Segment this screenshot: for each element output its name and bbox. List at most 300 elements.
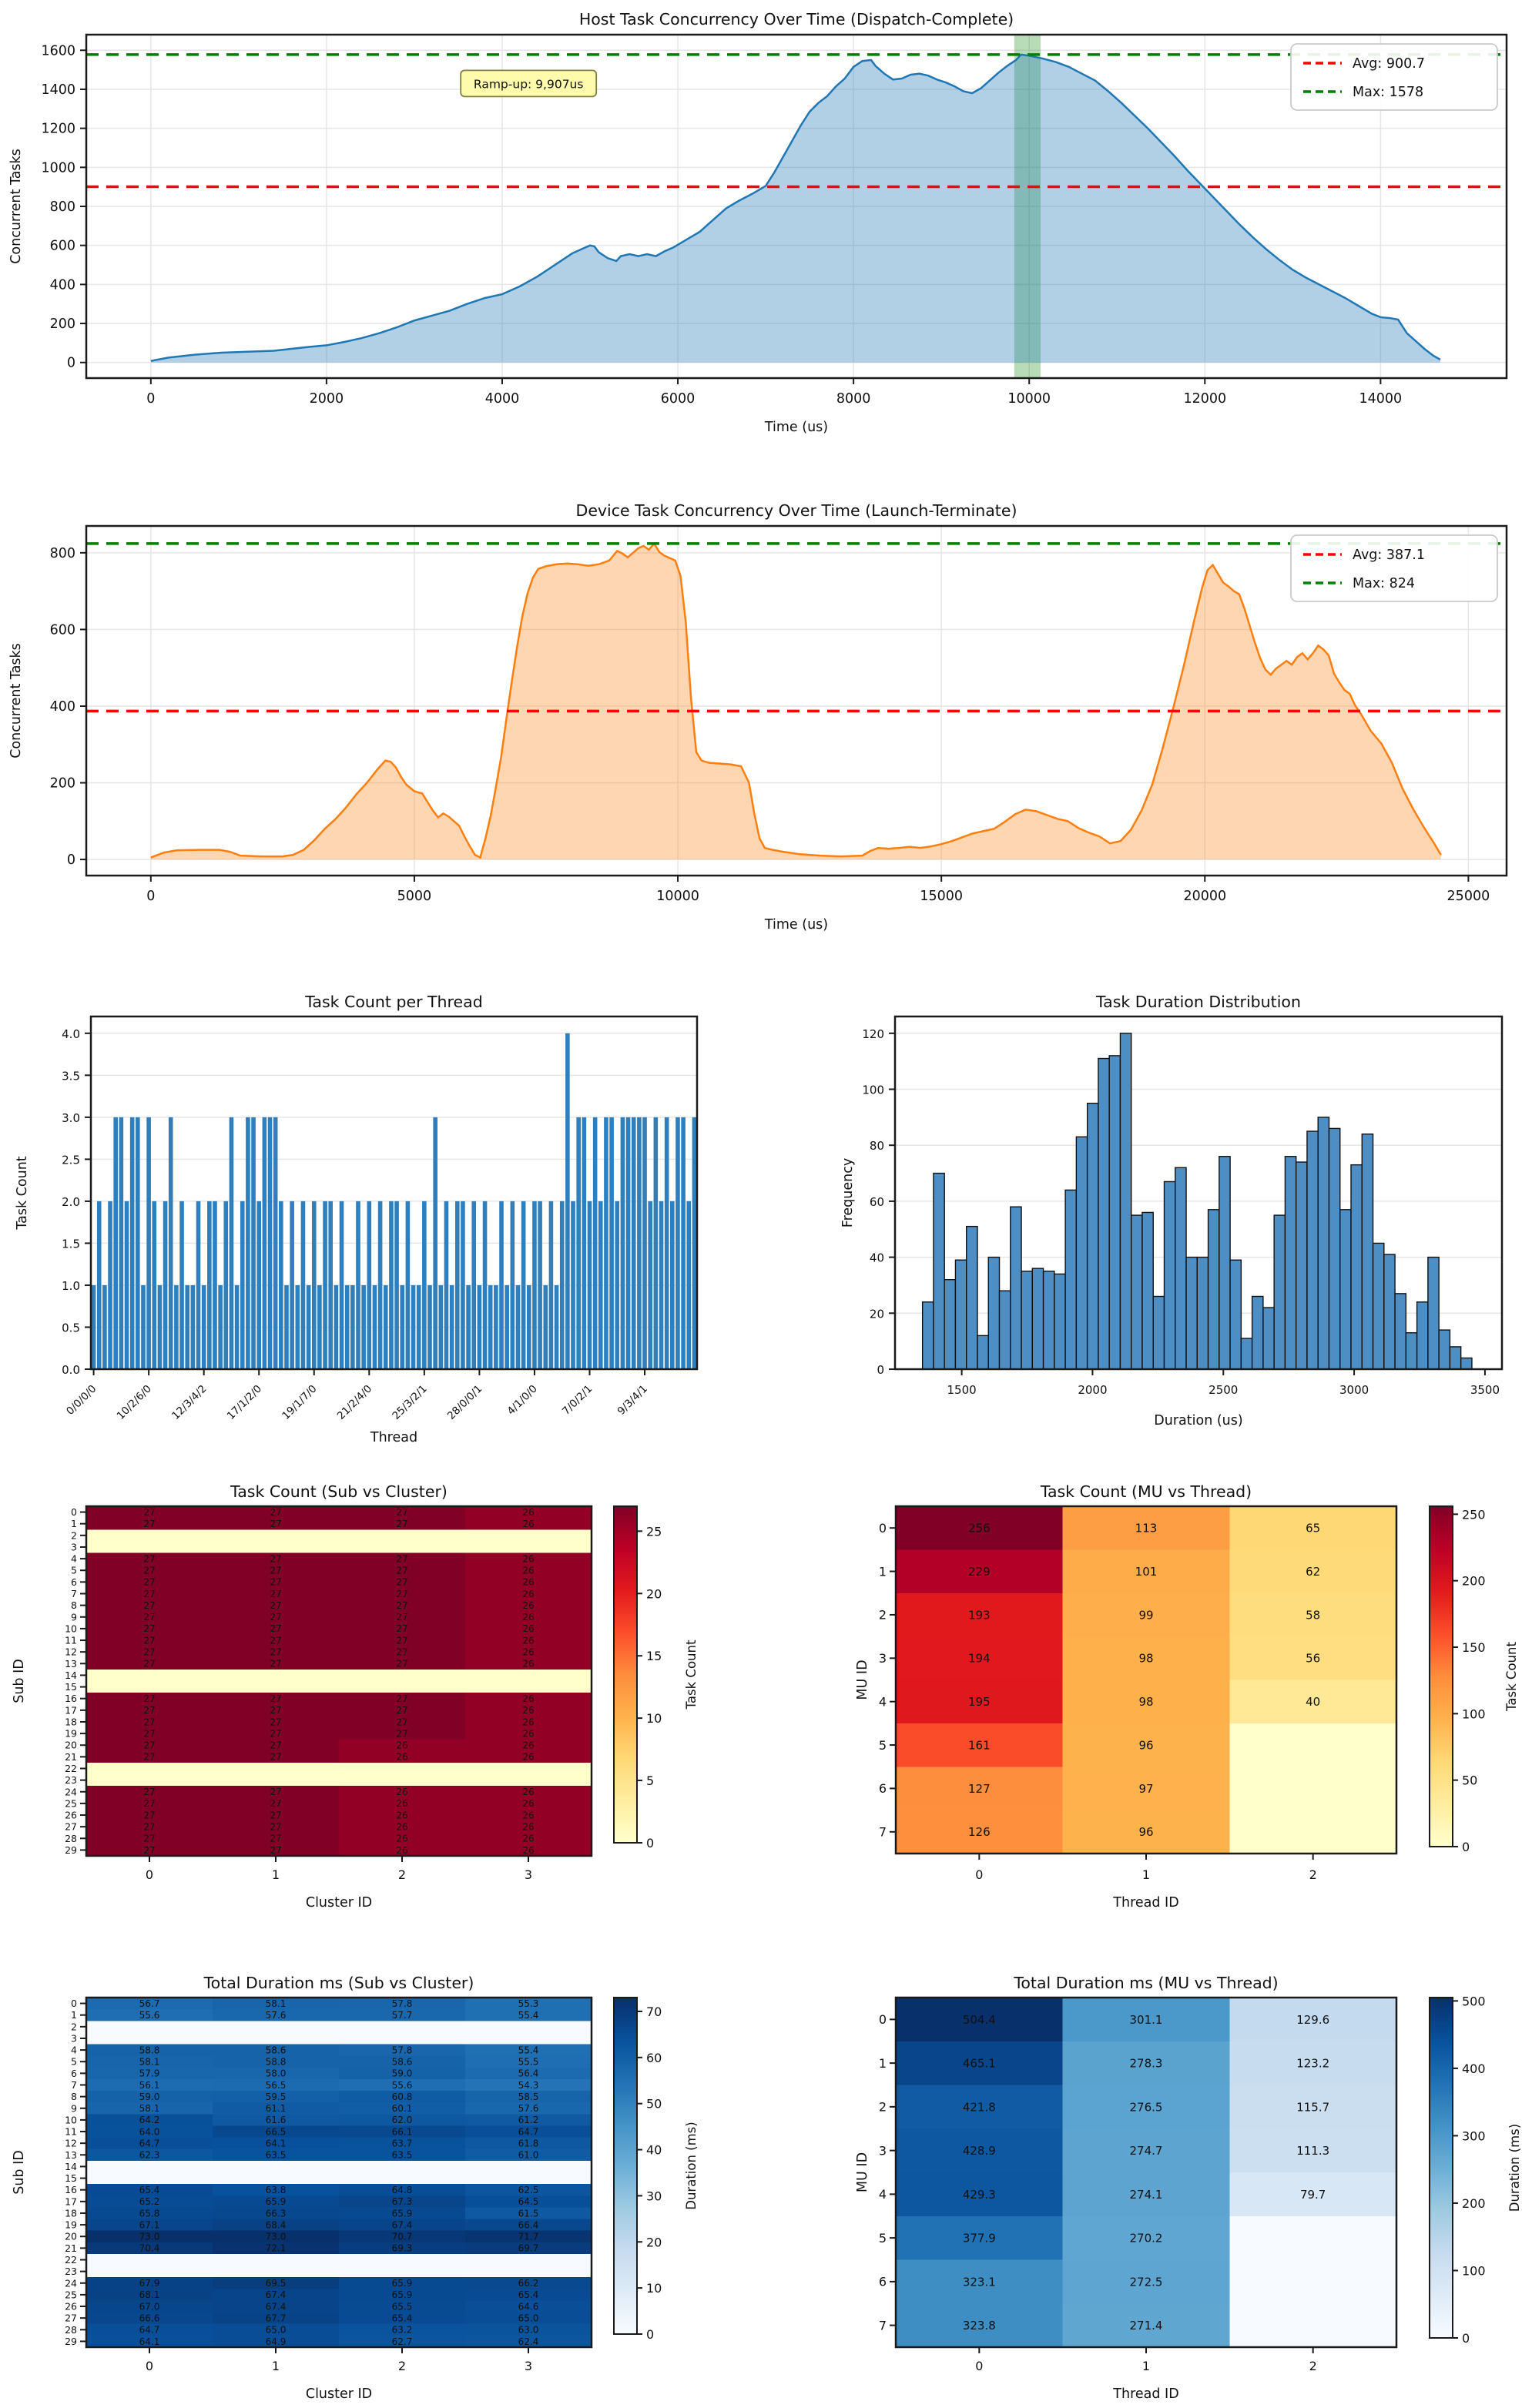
cell-value: 27: [396, 1576, 408, 1588]
row-label: 0: [878, 1520, 887, 1536]
x-axis-label: Thread: [370, 1430, 418, 1445]
heatmap-cells: [896, 1506, 1397, 1854]
row-label: 2: [878, 1607, 887, 1623]
cell-value: 64.5: [518, 2196, 539, 2208]
cell-value: 65.0: [265, 2324, 287, 2336]
cell-value: 26: [522, 1599, 535, 1611]
heatmap-duration-sub-cluster: [0, 1933, 766, 2408]
y-tick-label: 100: [862, 1083, 884, 1097]
col-label: 3: [524, 1867, 533, 1882]
cell-value: 26: [522, 1728, 535, 1740]
cell-value: 55.5: [518, 2056, 539, 2068]
row-label: 8: [71, 2091, 77, 2103]
cell-value: 62.0: [391, 2115, 413, 2126]
cell-value: 56: [1306, 1651, 1321, 1666]
x-tick-label: 3000: [1339, 1383, 1369, 1397]
cell-value: 61.0: [518, 2149, 539, 2161]
cell-value: 101: [1135, 1564, 1158, 1579]
heatmap-duration-mu-thread: [766, 1933, 1532, 2408]
cell-value: 193: [968, 1608, 991, 1623]
row-label: 3: [878, 1651, 887, 1666]
row-label: 6: [71, 1576, 77, 1588]
cell-value: 26: [396, 1833, 408, 1844]
cell-value: 113: [1135, 1521, 1158, 1536]
cell-value: 27: [270, 1693, 282, 1705]
cell-value: 26: [522, 1821, 535, 1833]
cell-value: 65.9: [391, 2289, 413, 2301]
colorbar-label: Task Count: [1504, 1642, 1519, 1711]
row-label: 28: [65, 1832, 77, 1844]
y-tick-label: 2.5: [62, 1153, 80, 1167]
row-label: 18: [65, 2207, 77, 2219]
cell-value: 26: [522, 1787, 535, 1798]
cell-value: 111.3: [1296, 2144, 1330, 2158]
thread-tick-label: 25/3/2/1: [390, 1382, 430, 1422]
cell-value: 271.4: [1129, 2319, 1163, 2333]
cell-value: 26: [396, 1810, 408, 1821]
cell-value: 58.1: [139, 2103, 160, 2115]
thread-tick-label: 21/2/4/0: [334, 1382, 375, 1422]
cell-value: 27: [143, 1553, 156, 1565]
cell-value: 62.7: [391, 2336, 413, 2347]
cell-value: 27: [270, 1740, 282, 1751]
cell-value: 64.0: [139, 2126, 160, 2138]
row-label: 1: [878, 2055, 887, 2071]
cell-value: 65.2: [139, 2196, 160, 2208]
row-label: 2: [71, 1529, 77, 1542]
row-label: 20: [65, 2230, 77, 2242]
cell-value: 26: [522, 1833, 535, 1844]
cell-value: 63.8: [265, 2185, 287, 2196]
x-tick-label: 25000: [1447, 889, 1490, 904]
cell-value: 27: [396, 1565, 408, 1576]
cell-value: 64.9: [265, 2336, 287, 2347]
cell-value: 57.7: [391, 2010, 413, 2021]
cell-value: 70.7: [391, 2231, 413, 2242]
cell-value: 65.9: [391, 2278, 413, 2289]
cell-value: 67.9: [139, 2278, 160, 2289]
cell-value: 72.1: [265, 2242, 287, 2254]
cell-value: 27: [396, 1553, 408, 1565]
cell-value: 98: [1138, 1695, 1154, 1710]
cell-value: 27: [143, 1751, 156, 1763]
cell-value: 26: [522, 1693, 535, 1705]
chart-title: Total Duration ms (MU vs Thread): [1014, 1974, 1279, 1992]
cell-value: 27: [143, 1658, 156, 1670]
cell-value: 27: [270, 1519, 282, 1530]
colorbar-tick-label: 500: [1462, 1994, 1486, 2009]
cell-value: 27: [270, 1646, 282, 1658]
cell-value: 96: [1138, 1738, 1154, 1753]
row-label: 20: [65, 1739, 77, 1751]
y-tick-label: 0: [66, 355, 75, 371]
chart-title: Task Count per Thread: [305, 993, 483, 1011]
col-label: 0: [145, 2359, 154, 2373]
cell-value: 377.9: [962, 2231, 996, 2246]
row-label: 22: [65, 2254, 77, 2266]
row-label: 5: [71, 1564, 77, 1576]
y-tick-label: 80: [869, 1139, 884, 1154]
heatmap-taskcount-sub-cluster: [0, 1463, 766, 1933]
cell-value: 27: [396, 1646, 408, 1658]
col-label: 1: [271, 1867, 280, 1882]
colorbar-label: Duration (ms): [684, 2122, 699, 2210]
cell-value: 67.3: [391, 2196, 413, 2208]
y-axis-label: Task Count: [15, 1156, 30, 1230]
x-tick-label: 2500: [1209, 1383, 1239, 1397]
cell-value: 27: [270, 1599, 282, 1611]
cell-value: 26: [522, 1612, 535, 1623]
cell-value: 57.6: [518, 2103, 539, 2115]
thread-tick-label: 10/2/6/0: [114, 1382, 154, 1422]
y-tick-label: 0: [877, 1363, 884, 1377]
cell-value: 61.5: [518, 2208, 539, 2219]
cell-value: 65.4: [518, 2289, 539, 2301]
cell-value: 27: [270, 1821, 282, 1833]
y-tick-label: 200: [49, 775, 75, 792]
cell-value: 27: [396, 1623, 408, 1635]
row-label: 26: [65, 1809, 77, 1821]
thread-tick-label: 0/0/0/0: [64, 1382, 99, 1418]
cell-value: 323.1: [962, 2275, 996, 2289]
cell-value: 27: [270, 1576, 282, 1588]
cell-value: 323.8: [962, 2319, 996, 2333]
colorbar-tick-label: 25: [646, 1524, 662, 1539]
col-label: 1: [1141, 2359, 1151, 2373]
cell-value: 63.5: [391, 2149, 413, 2161]
col-label: 0: [145, 1867, 154, 1882]
y-tick-label: 400: [49, 698, 75, 715]
colorbar-tick-label: 40: [646, 2142, 662, 2158]
y-tick-label: 800: [49, 545, 75, 561]
x-tick-label: 2000: [309, 391, 344, 407]
row-label: 10: [65, 1623, 77, 1635]
cell-value: 27: [396, 1693, 408, 1705]
cell-value: 57.9: [139, 2068, 160, 2079]
cell-value: 27: [396, 1728, 408, 1740]
task-count-per-thread-chart: [0, 970, 766, 1463]
cell-value: 61.1: [265, 2103, 287, 2115]
cell-value: 26: [396, 1844, 408, 1856]
cell-value: 63.2: [391, 2324, 413, 2336]
cell-value: 60.8: [391, 2091, 413, 2102]
row-label: 21: [65, 1750, 77, 1763]
row-label: 23: [65, 1774, 77, 1787]
row-label: 29: [65, 2335, 77, 2347]
y-axis-label: Concurrent Tasks: [8, 643, 24, 759]
cell-value: 65.5: [391, 2301, 413, 2313]
colorbar-tick-label: 70: [646, 2004, 662, 2019]
row-label: 0: [71, 1506, 77, 1519]
row-label: 15: [65, 1681, 77, 1693]
heatmap-taskcount-mu-thread: [766, 1463, 1532, 1933]
x-axis-label: Cluster ID: [305, 2386, 373, 2402]
colorbar-tick-label: 50: [646, 2096, 662, 2112]
cell-value: 27: [143, 1716, 156, 1728]
colorbar-tick-label: 0: [1462, 1840, 1470, 1854]
cell-value: 27: [270, 1565, 282, 1576]
cell-value: 278.3: [1129, 2056, 1163, 2071]
cell-value: 58.8: [139, 2045, 160, 2056]
cell-value: 64.7: [518, 2126, 539, 2138]
cell-value: 70.4: [139, 2242, 160, 2254]
cell-value: 27: [270, 1612, 282, 1623]
cell-value: 504.4: [962, 2012, 996, 2027]
cell-value: 421.8: [962, 2100, 996, 2115]
col-label: 2: [1309, 1867, 1317, 1882]
colorbar-tick-label: 0: [646, 1836, 655, 1850]
host-concurrency-chart: [0, 0, 1532, 485]
y-tick-label: 40: [869, 1251, 884, 1265]
cell-value: 65: [1306, 1521, 1321, 1536]
row-label: 12: [65, 2137, 77, 2149]
cell-value: 27: [270, 1728, 282, 1740]
legend: [1291, 535, 1497, 601]
row-label: 10: [65, 2114, 77, 2126]
cell-value: 270.2: [1129, 2231, 1163, 2246]
area-fill: [151, 544, 1441, 859]
area-fill: [151, 55, 1440, 363]
row-label: 6: [878, 2274, 887, 2289]
cell-value: 64.7: [139, 2324, 160, 2336]
x-tick-label: 1500: [947, 1383, 977, 1397]
x-tick-label: 10000: [656, 889, 699, 904]
cell-value: 73.0: [139, 2231, 160, 2242]
cell-value: 27: [143, 1519, 156, 1530]
cell-value: 58.0: [265, 2068, 287, 2079]
row-label: 2: [878, 2099, 887, 2115]
thread-tick-label: 7/0/2/1: [560, 1382, 595, 1418]
cell-value: 54.3: [518, 2079, 539, 2091]
cell-value: 27: [143, 1576, 156, 1588]
cell-value: 98: [1138, 1651, 1154, 1666]
cell-value: 26: [522, 1519, 535, 1530]
row-label: 3: [71, 1541, 77, 1553]
cell-value: 26: [396, 1787, 408, 1798]
colorbar-label: Duration (ms): [1507, 2123, 1522, 2212]
annotation-text: Ramp-up: 9,907us: [473, 77, 584, 92]
cell-value: 67.4: [391, 2219, 413, 2231]
row-label: 14: [65, 2160, 77, 2172]
x-axis-label: Thread ID: [1113, 1895, 1179, 1911]
row-label: 1: [71, 1518, 77, 1530]
x-axis-label: Thread ID: [1113, 2386, 1179, 2402]
chart-title: Total Duration ms (Sub vs Cluster): [203, 1974, 474, 1992]
heatmap-cells: [86, 1998, 592, 2348]
cell-value: 66.4: [518, 2219, 539, 2231]
x-tick-label: 3500: [1470, 1383, 1500, 1397]
y-axis-label: Frequency: [840, 1157, 856, 1228]
cell-value: 26: [522, 1576, 535, 1588]
colorbar: [614, 1998, 699, 2342]
cell-value: 55.6: [391, 2079, 413, 2091]
cell-value: 27: [396, 1705, 408, 1716]
row-label: 5: [878, 2230, 887, 2246]
x-tick-label: 2000: [1078, 1383, 1108, 1397]
cell-value: 272.5: [1129, 2275, 1163, 2289]
cell-value: 65.4: [139, 2185, 160, 2196]
cell-value: 27: [143, 1565, 156, 1576]
row-label: 27: [65, 1820, 77, 1833]
row-label: 24: [65, 2277, 77, 2289]
row-label: 22: [65, 1763, 77, 1774]
legend-label: Avg: 900.7: [1353, 56, 1425, 72]
legend-label: Avg: 387.1: [1353, 548, 1425, 563]
cell-value: 26: [522, 1506, 535, 1518]
chart-title: Task Count (MU vs Thread): [1040, 1482, 1252, 1501]
x-tick-label: 0: [146, 391, 156, 407]
x-tick-label: 0: [146, 889, 156, 904]
row-label: 7: [878, 2318, 887, 2333]
colorbar-label: Task Count: [684, 1639, 699, 1710]
cell-value: 27: [270, 1553, 282, 1565]
row-label: 4: [878, 1694, 887, 1710]
cell-value: 27: [396, 1599, 408, 1611]
cell-value: 96: [1138, 1825, 1154, 1840]
x-tick-label: 15000: [920, 889, 963, 904]
cell-value: 27: [143, 1740, 156, 1751]
col-label: 2: [1309, 2359, 1317, 2373]
y-tick-label: 3.5: [62, 1069, 80, 1083]
cell-value: 69.3: [391, 2242, 413, 2254]
col-label: 1: [1141, 1867, 1151, 1882]
colorbar-tick-label: 200: [1462, 2195, 1486, 2211]
x-tick-label: 20000: [1183, 889, 1227, 904]
cell-value: 161: [968, 1738, 991, 1753]
colorbar-tick-label: 100: [1462, 2263, 1486, 2279]
heatmap-cells: [896, 1998, 1397, 2348]
cell-value: 62: [1306, 1564, 1321, 1579]
colorbar-tick-label: 50: [1462, 1773, 1478, 1788]
cell-value: 26: [396, 1740, 408, 1751]
cell-value: 69.5: [265, 2278, 287, 2289]
cell-value: 65.4: [391, 2313, 413, 2324]
row-label: 3: [878, 2143, 887, 2158]
row-label: 17: [65, 2195, 77, 2208]
cell-value: 58.1: [139, 2056, 160, 2068]
y-tick-label: 120: [862, 1026, 884, 1041]
cell-value: 27: [396, 1612, 408, 1623]
cell-value: 66.6: [139, 2313, 160, 2324]
chart-title: Device Task Concurrency Over Time (Launch-Terminate): [575, 501, 1017, 520]
y-tick-label: 1000: [41, 160, 75, 176]
colorbar-tick-label: 200: [1462, 1573, 1486, 1589]
cell-value: 27: [143, 1798, 156, 1810]
col-label: 3: [524, 2359, 533, 2373]
cell-value: 27: [143, 1728, 156, 1740]
cell-value: 27: [143, 1810, 156, 1821]
row-label: 4: [878, 2187, 887, 2202]
cell-value: 79.7: [1299, 2187, 1326, 2202]
cell-value: 115.7: [1296, 2100, 1330, 2115]
colorbar-tick-label: 10: [646, 1711, 662, 1726]
row-label: 7: [71, 1588, 77, 1599]
cell-value: 61.6: [265, 2115, 287, 2126]
cell-value: 66.3: [265, 2208, 287, 2219]
col-label: 2: [397, 1867, 407, 1882]
cell-value: 26: [396, 1751, 408, 1763]
cell-value: 64.1: [139, 2336, 160, 2347]
cell-value: 58: [1306, 1608, 1321, 1623]
cell-value: 27: [143, 1635, 156, 1646]
cell-value: 26: [522, 1658, 535, 1670]
row-label: 6: [71, 2067, 77, 2079]
row-label: 0: [878, 2012, 887, 2028]
row-label: 9: [71, 1611, 77, 1623]
thread-tick-label: 12/3/4/2: [169, 1382, 210, 1422]
row-label: 29: [65, 1844, 77, 1856]
cell-value: 27: [143, 1646, 156, 1658]
cell-value: 27: [143, 1599, 156, 1611]
y-tick-label: 3.0: [62, 1110, 80, 1125]
colorbar-tick-label: 400: [1462, 2061, 1486, 2076]
chart-title: Task Duration Distribution: [1096, 993, 1301, 1011]
y-tick-label: 600: [49, 238, 75, 254]
cell-value: 274.1: [1129, 2187, 1163, 2202]
row-label: 12: [65, 1646, 77, 1658]
colorbar: [614, 1506, 699, 1850]
cell-value: 65.0: [518, 2313, 539, 2324]
colorbar-tick-label: 100: [1462, 1706, 1486, 1722]
row-label: 16: [65, 2184, 77, 2196]
cell-value: 99: [1138, 1608, 1154, 1623]
cell-value: 62.4: [518, 2336, 539, 2347]
y-tick-label: 800: [49, 199, 75, 215]
cell-value: 26: [522, 1740, 535, 1751]
row-label: 0: [71, 1998, 77, 2010]
cell-value: 67.4: [265, 2289, 287, 2301]
y-tick-label: 200: [49, 316, 75, 333]
thread-tick-label: 4/1/0/0: [505, 1382, 540, 1418]
cell-value: 62.5: [518, 2185, 539, 2196]
cell-value: 428.9: [962, 2144, 996, 2158]
y-tick-label: 20: [869, 1307, 884, 1321]
x-tick-label: 8000: [836, 391, 871, 407]
cell-value: 64.6: [518, 2301, 539, 2313]
cell-value: 61.2: [518, 2115, 539, 2126]
cell-value: 97: [1138, 1781, 1154, 1796]
cell-value: 26: [522, 1705, 535, 1716]
cell-value: 26: [522, 1565, 535, 1576]
row-label: 3: [71, 2032, 77, 2045]
col-label: 0: [975, 2359, 984, 2373]
cell-value: 27: [270, 1506, 282, 1518]
y-tick-label: 0: [66, 852, 75, 869]
y-axis-label: Sub ID: [12, 1659, 27, 1703]
row-label: 16: [65, 1693, 77, 1705]
cell-value: 27: [270, 1658, 282, 1670]
cell-value: 40: [1306, 1695, 1321, 1710]
cell-value: 26: [522, 1646, 535, 1658]
cell-value: 27: [270, 1635, 282, 1646]
cell-value: 27: [143, 1787, 156, 1798]
task-duration-histogram: [766, 970, 1532, 1463]
cell-value: 26: [522, 1844, 535, 1856]
x-tick-label: 4000: [484, 391, 520, 407]
x-tick-label: 5000: [397, 889, 432, 904]
row-label: 11: [65, 1634, 77, 1646]
cell-value: 59.0: [139, 2091, 160, 2102]
cell-value: 69.7: [518, 2242, 539, 2254]
cell-value: 27: [270, 1810, 282, 1821]
cell-value: 73.0: [265, 2231, 287, 2242]
chart-title: Host Task Concurrency Over Time (Dispatch-Complete): [578, 10, 1014, 28]
cell-value: 63.7: [391, 2138, 413, 2149]
row-label: 5: [878, 1737, 887, 1753]
cell-value: 55.4: [518, 2010, 539, 2021]
y-axis-label: Sub ID: [12, 2150, 27, 2195]
cell-value: 27: [270, 1588, 282, 1599]
